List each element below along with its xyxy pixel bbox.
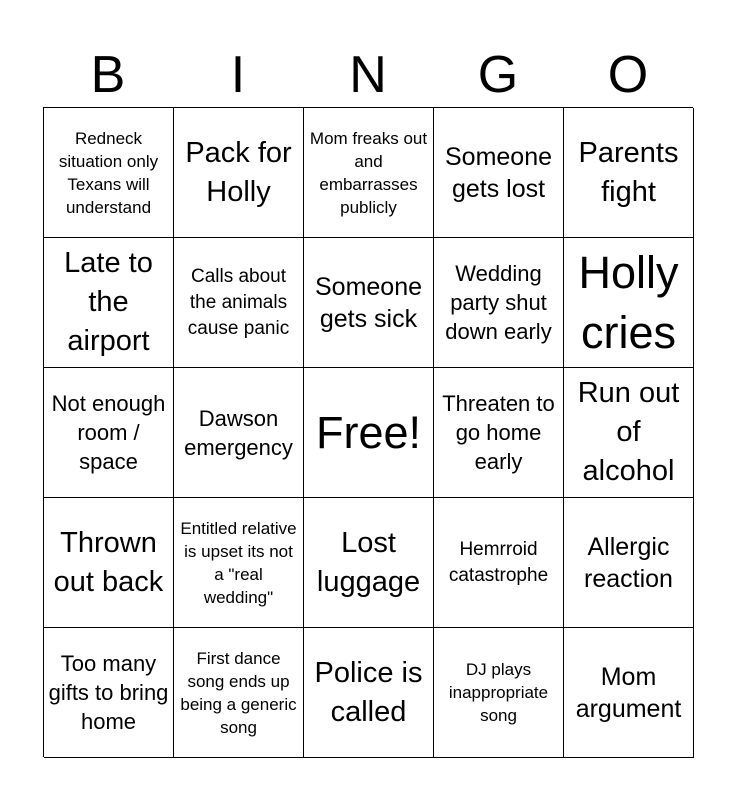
- bingo-cell-free[interactable]: [304, 368, 434, 498]
- bingo-cell[interactable]: [174, 368, 304, 498]
- cell-text: Thrown out back: [53, 526, 164, 598]
- bingo-cell[interactable]: [564, 628, 694, 758]
- cell-text: Not enough room / space: [51, 391, 166, 474]
- cell-text: Redneck situation only Texans will understand: [58, 128, 159, 217]
- bingo-cell[interactable]: [564, 498, 694, 628]
- bingo-cell[interactable]: [304, 238, 434, 368]
- cell-text: Entitled relative is upset its not a "real wedding": [180, 518, 297, 607]
- bingo-cell[interactable]: [434, 628, 564, 758]
- bingo-cell[interactable]: [44, 368, 174, 498]
- cell-text: Late to the airport: [64, 247, 153, 357]
- bingo-cell[interactable]: [564, 108, 694, 238]
- bingo-cell[interactable]: [304, 498, 434, 628]
- bingo-cell[interactable]: [44, 238, 174, 368]
- header-letter-o: O: [607, 46, 649, 104]
- bingo-cell[interactable]: [564, 238, 694, 368]
- cell-text: Someone gets lost: [444, 142, 553, 203]
- bingo-header: [43, 44, 693, 106]
- bingo-cell[interactable]: [174, 238, 304, 368]
- cell-text: Too many gifts to bring home: [48, 651, 169, 734]
- header-letter-i: I: [230, 46, 246, 104]
- free-space-text: Free!: [315, 406, 422, 458]
- bingo-cell[interactable]: [434, 498, 564, 628]
- bingo-cell[interactable]: [304, 628, 434, 758]
- header-letter-g: G: [477, 46, 519, 104]
- cell-text: Calls about the animals cause panic: [187, 265, 290, 339]
- bingo-cell[interactable]: [44, 498, 174, 628]
- cell-text: Holly cries: [578, 246, 679, 358]
- bingo-cell[interactable]: [174, 108, 304, 238]
- header-letter-b: B: [90, 46, 126, 104]
- bingo-board: [43, 107, 693, 757]
- bingo-cell[interactable]: [44, 628, 174, 758]
- cell-text: Lost luggage: [316, 526, 421, 598]
- cell-text: Threaten to go home early: [442, 391, 555, 474]
- cell-text: Pack for Holly: [185, 136, 292, 208]
- bingo-cell[interactable]: [434, 238, 564, 368]
- cell-text: Hemrroid catastrophe: [448, 538, 549, 586]
- cell-text: First dance song ends up being a generic song: [180, 648, 297, 737]
- cell-text: Someone gets sick: [314, 272, 423, 333]
- cell-text: Dawson emergency: [184, 405, 293, 460]
- bingo-cell[interactable]: [434, 108, 564, 238]
- bingo-cell[interactable]: [304, 108, 434, 238]
- cell-text: Mom freaks out and embarrasses publicly: [309, 128, 428, 217]
- cell-text: Mom argument: [575, 662, 682, 723]
- cell-text: DJ plays inappropriate song: [448, 660, 549, 725]
- cell-text: Allergic reaction: [584, 532, 673, 593]
- cell-text: Parents fight: [578, 136, 679, 208]
- header-letter-n: N: [349, 46, 387, 104]
- cell-text: Run out of alcohol: [577, 377, 680, 487]
- bingo-cell[interactable]: [174, 498, 304, 628]
- cell-text: Police is called: [314, 656, 423, 728]
- bingo-cell[interactable]: [564, 368, 694, 498]
- bingo-cell[interactable]: [44, 108, 174, 238]
- bingo-cell[interactable]: [434, 368, 564, 498]
- bingo-cell[interactable]: [174, 628, 304, 758]
- cell-text: Wedding party shut down early: [445, 261, 552, 344]
